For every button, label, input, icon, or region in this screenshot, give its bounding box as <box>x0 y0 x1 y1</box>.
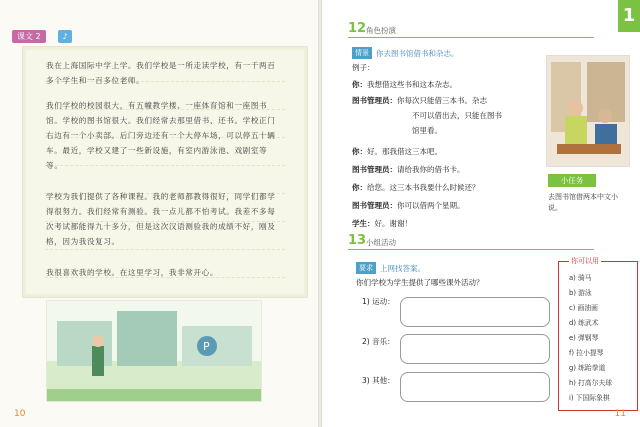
left-page <box>0 0 318 427</box>
speaker: 图书管理员： <box>352 96 397 105</box>
speaker: 图书管理员： <box>352 165 397 174</box>
line-text: 我想借这些书和这本杂志。 <box>367 80 457 89</box>
mini-task-text: 去图书馆借两本中文小说。 <box>548 193 618 212</box>
section-12-title: 角色扮演 <box>366 26 396 35</box>
line-text: 不可以借出去，只能在图书 <box>412 111 502 120</box>
answer-label-other: 3) 其他： <box>362 376 395 385</box>
dialogue-line <box>352 93 487 108</box>
options-title: 你可以用 <box>571 257 599 265</box>
scenario-text: 你去图书馆借书和杂志。 <box>376 49 459 58</box>
line-text: 好。谢谢！ <box>374 219 412 228</box>
option-item: d) 练武术 <box>569 319 599 327</box>
answer-box-sports[interactable] <box>400 297 550 327</box>
unit-tab: 1 <box>618 0 640 32</box>
paragraph-2: 我们学校的校园很大，有五幢教学楼、一座体育馆和一座图书馆。学校的图书馆很大。我们经常去那里借书、还书。学校正门右边有一个小卖部。后门旁边还有一个大停车场，可以停五十辆车。最近，学校又建了一些新设施，有室内游泳池、戏剧室等等。 <box>46 101 276 170</box>
dialogue-line <box>352 180 480 195</box>
paragraph-1: 我在上海国际中学上学。我们学校是一所走读学校，有一千两百多个学生和一百多位老师。 <box>46 61 276 85</box>
section-12-header <box>348 21 594 38</box>
dialogue-line <box>352 162 465 177</box>
options-box <box>558 257 638 411</box>
option-item: h) 打高尔夫球 <box>569 379 613 387</box>
speaker: 学生： <box>352 219 375 228</box>
speaker: 你： <box>352 80 367 89</box>
right-page <box>322 0 640 427</box>
school-drawing <box>46 300 262 402</box>
paragraph-3: 学校为我们提供了各种课程。我的老师都教得很好，同学们都学得很努力。我们经常有测验。我一点儿都不怕考试。我差不多每次考试都能得九十多分，但是这次汉语测验我的成绩不好，刚及格，因为我没复习。 <box>46 192 276 246</box>
answer-box-other[interactable] <box>400 372 550 402</box>
dialogue-line <box>352 144 442 159</box>
requirement-label: 要求 <box>356 262 376 274</box>
requirement-text: 上网找答案。 <box>380 264 425 273</box>
dialogue-line <box>352 216 412 231</box>
activity-question: 你们学校为学生提供了哪些课外活动？ <box>356 278 484 287</box>
page-number-left: 10 <box>14 409 26 419</box>
option-item: f) 拉小提琴 <box>569 349 604 357</box>
section-13-header <box>348 233 594 250</box>
dialogue-line <box>352 77 457 92</box>
lesson-tag: 课文 2 <box>12 30 46 43</box>
dialogue-line <box>352 198 465 213</box>
option-item: c) 画油画 <box>569 304 598 312</box>
dialogue-line <box>412 108 502 123</box>
option-item: a) 骑马 <box>569 274 592 282</box>
mini-task-label: 小任务 <box>548 174 596 187</box>
example-label: 例子： <box>352 63 375 72</box>
option-item: g) 练跆拳道 <box>569 364 606 372</box>
option-item: e) 弹钢琴 <box>569 334 599 342</box>
line-text: 好。那我借这三本吧。 <box>367 147 442 156</box>
section-12-number: 12 <box>348 21 367 36</box>
section-13-number: 13 <box>348 233 367 248</box>
line-text: 给您。这三本书我要什么时候还？ <box>367 183 480 192</box>
svg-text:P: P <box>203 340 210 353</box>
dialogue-line <box>412 123 442 138</box>
answer-label-music: 2) 音乐： <box>362 337 395 346</box>
line-text: 馆里看。 <box>412 126 442 135</box>
speaker: 你： <box>352 147 367 156</box>
option-item: b) 游泳 <box>569 289 592 297</box>
line-text: 你可以借两个星期。 <box>397 201 465 210</box>
speaker: 图书管理员： <box>352 201 397 210</box>
section-13-title: 小组活动 <box>366 238 396 247</box>
page-number-right: 11 <box>614 409 626 419</box>
audio-icon[interactable]: ♪ <box>58 30 72 43</box>
option-item: i) 下国际象棋 <box>569 394 610 402</box>
answer-box-music[interactable] <box>400 334 550 364</box>
scenario-label: 情景 <box>352 47 372 59</box>
library-photo <box>546 55 630 167</box>
paragraph-4: 我很喜欢我的学校。在这里学习，我非常开心。 <box>46 268 219 277</box>
speaker: 你： <box>352 183 367 192</box>
answer-label-sports: 1) 运动： <box>362 297 395 306</box>
line-text: 请给我你的借书卡。 <box>397 165 465 174</box>
line-text: 你每次只能借三本书。杂志 <box>397 96 487 105</box>
